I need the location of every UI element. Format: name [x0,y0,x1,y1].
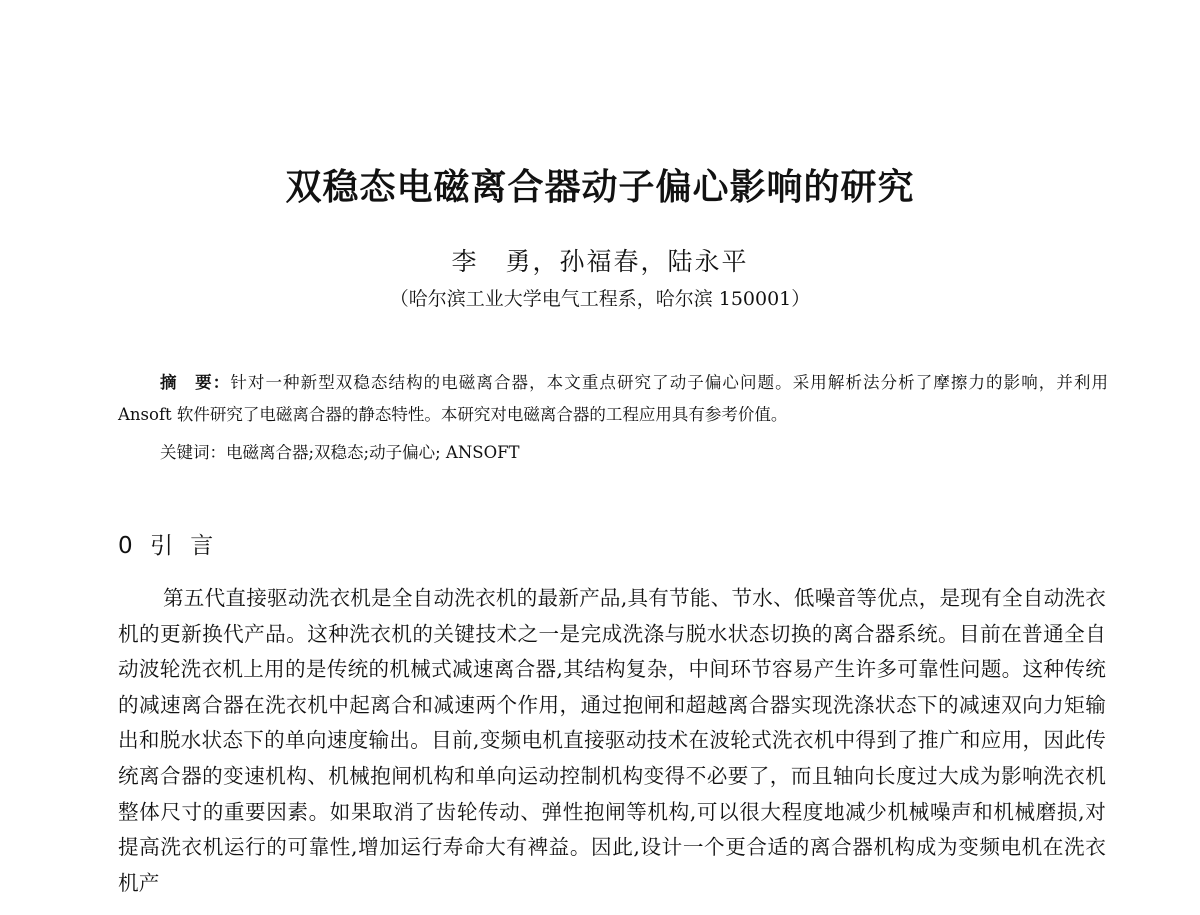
abstract-text: 针对一种新型双稳态结构的电磁离合器，本文重点研究了动子偏心问题。采用解析法分析了摩擦力的影响，并利用 Ansoft 软件研究了电磁离合器的静态特性。本研究对电磁离合器的工程应用具有参考价值。 [118,373,1109,424]
author-affiliation: （哈尔滨工业大学电气工程系，哈尔滨 150001） [389,288,811,310]
keywords-text: 电磁离合器;双稳态;动子偏心; ANSOFT [226,443,520,462]
abstract-label: 摘 要： [160,373,231,392]
section-body-paragraph: 第五代直接驱动洗衣机是全自动洗衣机的最新产品,具有节能、节水、低噪音等优点，是现有全自动洗衣机的更新换代产品。这种洗衣机的关键技术之一是完成洗涤与脱水状态切换的离合器系统。目前在普通全自动波轮洗衣机上用的是传统的机械式减速离合器,其结构复杂，中间环节容易产生许多可靠性问题。这种传统的减速离合器在洗衣机中起离合和减速两个作用，通过抱闸和超越离合器实现洗涤状态下的减速双向力矩输出和脱水状态下的单向速度输出。目前,变频电机直接驱动技术在波轮式洗衣机中得到了推广和应用，因此传统离合器的变速机构、机械抱闸机构和单向运动控制机构变得不必要了，而且轴向长度过大成为影响洗衣机整体尺寸的重要因素。如果取消了齿轮传动、弹性抱闸等机构,可以很大程度地减少机械噪声和机械磨损,对提高洗衣机运行的可靠性,增加运行寿命大有裨益。因此,设计一个更合适的离合器机构成为变频电机在洗衣机产 [118,586,1106,895]
author-list: 李 勇，孙福春，陆永平 [451,247,749,276]
keywords [160,437,520,469]
abstract [118,367,1108,431]
section-heading-introduction: 0 引 言 [118,533,219,559]
paper-title: 双稳态电磁离合器动子偏心影响的研究 [285,167,915,208]
keywords-label: 关键词： [160,443,226,462]
